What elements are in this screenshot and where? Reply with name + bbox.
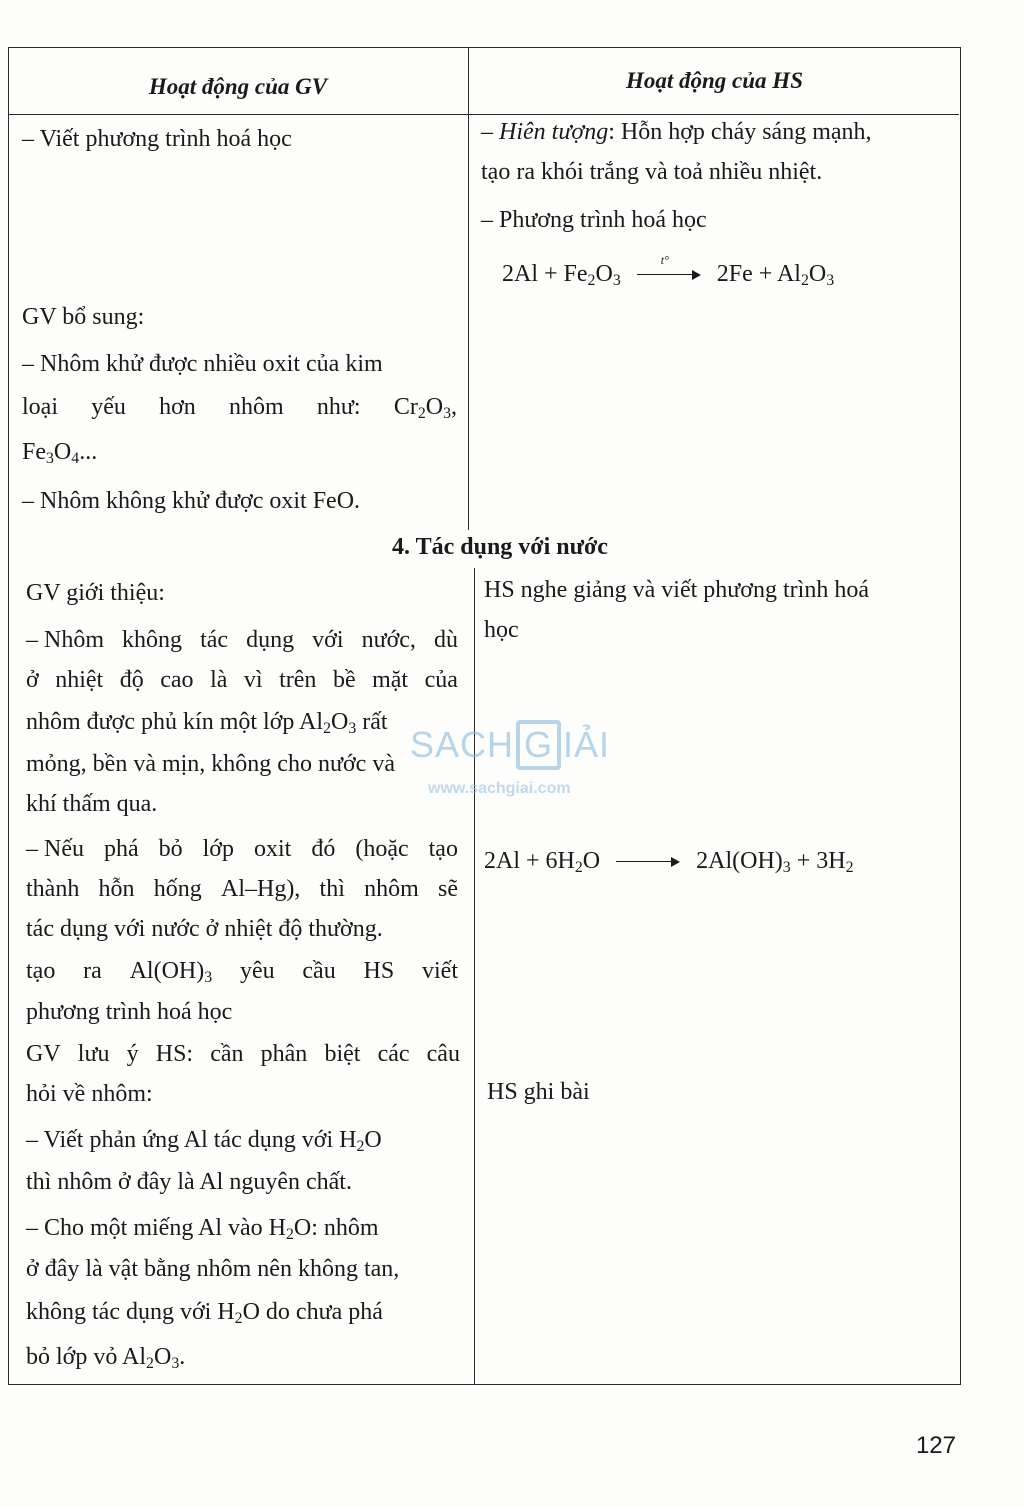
reaction-arrow-icon bbox=[616, 857, 680, 867]
gv-line-9: tạo ra $Al(OH)_3$ yêu cầu HS viết bbox=[26, 958, 458, 986]
gv-line-10: phương trình hoá học bbox=[26, 999, 233, 1025]
hs-equation-label: – Phương trình hoá học bbox=[481, 207, 707, 233]
gv-line-3: nhôm được phủ kín một lớp $Al_2O_3$ rất bbox=[26, 709, 388, 737]
column-divider bbox=[468, 47, 469, 530]
gv-line-17: không tác dụng với $H_2O$ do chưa phá bbox=[26, 1299, 383, 1327]
gv-line-11: GV lưu ý HS: cần phân biệt các câu bbox=[26, 1041, 460, 1067]
header-hs: Hoạt động của HS bbox=[625, 68, 803, 93]
gv-line-8: tác dụng với nước ở nhiệt độ thường. bbox=[26, 916, 383, 942]
watermark-url: www.sachgiai.com bbox=[428, 780, 571, 797]
gv-supplement-1: – Nhôm khử được nhiều oxit của kim bbox=[22, 351, 383, 377]
word: hơn bbox=[159, 394, 196, 420]
watermark-logo bbox=[410, 708, 620, 798]
hs-phenomenon-line1: – Hiên tượng: Hỗn hợp cháy sáng mạnh, bbox=[481, 119, 872, 145]
word: loại bbox=[22, 394, 58, 420]
page-number: 127 bbox=[915, 1432, 956, 1459]
equation-water: $2Al + 6H_2O$ $2Al(OH)_3 + 3H_2$ bbox=[484, 848, 854, 876]
word: như: bbox=[316, 394, 361, 420]
formula-aloh3: $Al(OH)_3$ bbox=[129, 958, 213, 986]
reaction-arrow-icon: t° bbox=[637, 270, 701, 280]
gv-line-18: bỏ lớp vỏ $Al_2O_3$. bbox=[26, 1344, 186, 1372]
hs-phenomenon-line2: tạo ra khói trắng và toả nhiều nhiệt. bbox=[481, 159, 823, 185]
gv-supplement-1b bbox=[22, 394, 457, 422]
header-gv: Hoạt động của GV bbox=[148, 74, 328, 99]
gv-intro: GV giới thiệu: bbox=[26, 580, 165, 606]
word: yếu bbox=[91, 394, 126, 420]
gv-line-15: – Cho một miếng Al vào $H_2O$: nhôm bbox=[26, 1215, 379, 1243]
gv-line-16: ở đây là vật bằng nhôm nên không tan, bbox=[26, 1256, 400, 1282]
gv-supplement-1c: $Fe_3O_4$... bbox=[22, 439, 98, 467]
hs-note: HS ghi bài bbox=[487, 1079, 590, 1105]
hs-listen-line2: học bbox=[484, 617, 519, 643]
section-title: 4. Tác dụng với nước bbox=[392, 534, 608, 560]
gv-supplement-2: – Nhôm không khử được oxit FeO. bbox=[22, 488, 361, 514]
gv-line-5: khí thấm qua. bbox=[26, 791, 158, 817]
formula-cr2o3: $Cr_2O_3$, bbox=[393, 394, 457, 422]
watermark-brand: SACH G IẢI bbox=[410, 720, 610, 770]
gv-write-equation: – Viết phương trình hoá học bbox=[22, 126, 292, 152]
column-divider-lower bbox=[474, 568, 475, 1384]
gv-line-12: hỏi về nhôm: bbox=[26, 1081, 153, 1107]
gv-supplement-title: GV bổ sung: bbox=[22, 304, 145, 330]
equation-thermite: $2Al + Fe_2O_3$ t° $2Fe + Al_2O_3$ bbox=[502, 253, 835, 289]
header-divider bbox=[8, 114, 959, 115]
gv-line-4: mỏng, bền và mịn, không cho nước và bbox=[26, 751, 395, 777]
hs-listen-line1: HS nghe giảng và viết phương trình hoá bbox=[484, 577, 869, 603]
gv-line-14: thì nhôm ở đây là Al nguyên chất. bbox=[26, 1169, 352, 1195]
word: nhôm bbox=[229, 394, 284, 420]
gv-line-7: thành hỗn hống Al–Hg), thì nhôm sẽ bbox=[26, 876, 458, 902]
gv-line-6: – Nếu phá bỏ lớp oxit đó (hoặc tạo bbox=[26, 836, 458, 862]
gv-line-1: – Nhôm không tác dụng với nước, dù bbox=[26, 627, 458, 653]
phenomenon-label: Hiên tượng bbox=[499, 119, 609, 145]
gv-line-2: ở nhiệt độ cao là vì trên bề mặt của bbox=[26, 667, 458, 693]
gv-line-13: – Viết phản ứng Al tác dụng với $H_2O$ bbox=[26, 1127, 382, 1155]
